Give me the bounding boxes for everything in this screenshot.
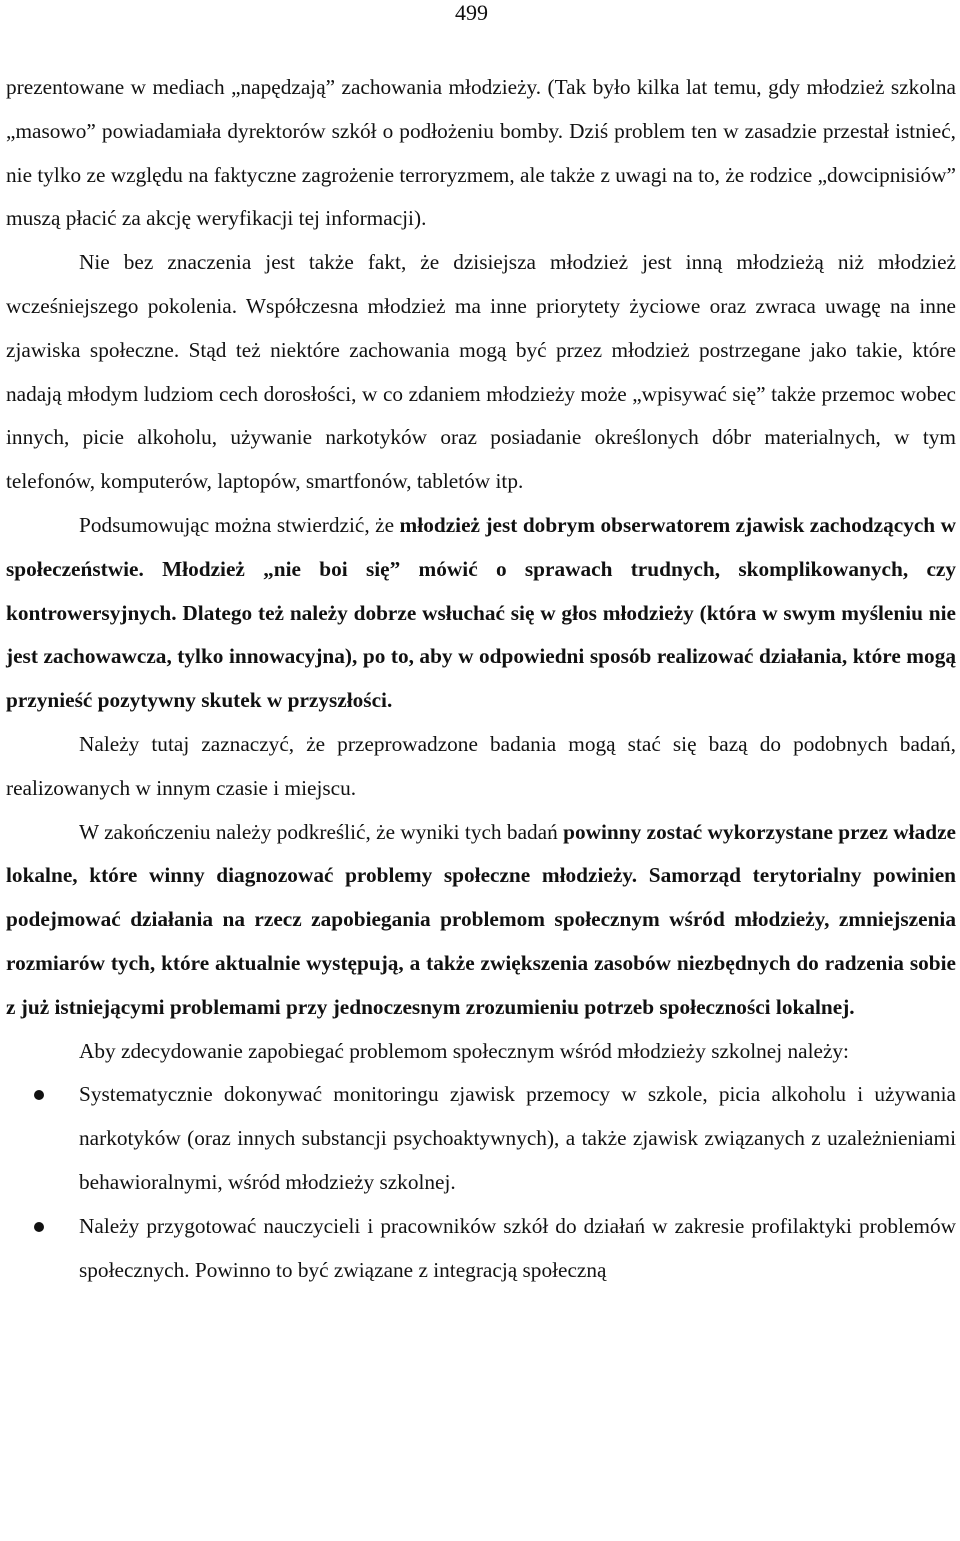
paragraph-5-lead: W zakończeniu należy podkreślić, że wyniki tych badań [79, 819, 564, 844]
bullet-icon [34, 1090, 44, 1100]
paragraph-4: Należy tutaj zaznaczyć, że przeprowadzone badania mogą stać się bazą do podobnych badań, realizowanych w innym czasie i miejscu. [6, 731, 956, 800]
paragraph-5 [6, 811, 956, 1030]
paragraph-6: Aby zdecydowanie zapobiegać problemom społecznym wśród młodzieży szkolnej należy: [79, 1038, 849, 1063]
paragraph-1: prezentowane w mediach „napędzają” zachowania młodzieży. (Tak było kilka lat temu, gdy młodzież szkolna „masowo” powiadamiała dyrektorów szkół o podłożeniu bomby. Dziś problem ten w zasadzie przestał istnieć, nie tylko ze względu na faktyczne zagrożenie terroryzmem, ale także z uwagi na to, że rodzice „dowcipnisiów” muszą płacić za akcję weryfikacji tej informacji). [6, 75, 956, 231]
paragraph-3-lead: Podsumowując można stwierdzić, że [79, 512, 400, 537]
recommendations-list [6, 1073, 956, 1292]
list-item [6, 1073, 956, 1204]
paragraph-2: Nie bez znaczenia jest także fakt, że dzisiejsza młodzież jest inną młodzieżą niż młodzież wcześniejszego pokolenia. Współczesna młodzież ma inne priorytety życiowe oraz zwraca uwagę na inne zjawiska społeczne. Stąd też niektóre zachowania mogą być przez młodzież postrzegane jako takie, które nadają młodym ludziom cech dorosłości, w co zdaniem młodzieży może „wpisywać się” także przemoc wobec innych, picie alkoholu, używanie narkotyków oraz posiadanie określonych dóbr materialnych, w tym telefonów, komputerów, laptopów, smartfonów, tabletów itp. [6, 250, 956, 494]
page-number: 499 [455, 0, 488, 25]
paragraph-3-emphasis: młodzież jest dobrym obserwatorem zjawisk zachodzących w społeczeństwie. Młodzież „nie boi się” mówić o sprawach trudnych, skomplikowanych, czy kontrowersyjnych. Dlatego też należy dobrze wsłuchać się w głos młodzieży (która w swym myśleniu nie jest zachowawcza, tylko innowacyjna), po to, aby w odpowiedni sposób realizować działania, które mogą przynieść pozytywny skutek w przyszłości. [6, 512, 956, 713]
paragraph-5-emphasis: powinny zostać wykorzystane przez władze lokalne, które winny diagnozować problemy społeczne młodzieży. Samorząd terytorialny powinien podejmować działania na rzecz zapobiegania problemom społecznym wśród młodzieży, zmniejszenia rozmiarów tych, które aktualnie występują, a także zwiększenia zasobów niezbędnych do radzenia sobie z już istniejącymi problemami przy jednoczesnym zrozumieniu potrzeb społeczności lokalnej. [6, 819, 956, 1019]
document-body [6, 66, 956, 1292]
paragraph-3 [6, 504, 956, 723]
list-item [6, 1205, 956, 1293]
bullet-icon [34, 1222, 44, 1232]
list-item-text: Należy przygotować nauczycieli i pracowników szkół do działań w zakresie profilaktyki problemów społecznych. Powinno to być związane z integracją społeczną [79, 1213, 956, 1282]
list-item-text: Systematycznie dokonywać monitoringu zjawisk przemocy w szkole, picia alkoholu i używania narkotyków (oraz innych substancji psychoaktywnych), a także zjawisk związanych z uzależnieniami behawioralnymi, wśród młodzieży szkolnej. [79, 1082, 956, 1194]
